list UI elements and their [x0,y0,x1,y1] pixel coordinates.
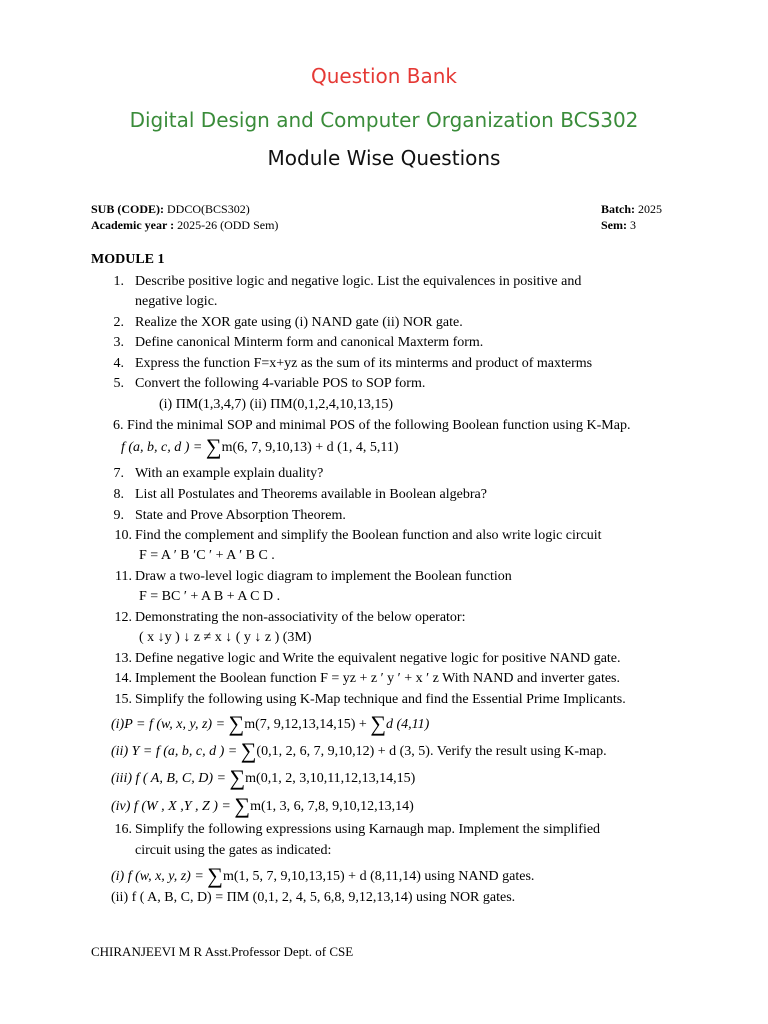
question-15-ii [111,738,607,763]
sigma-icon: ∑ [240,738,257,763]
question-11: Draw a two-level logic diagram to implement the Boolean function [135,569,512,584]
question-10-formula: F = A ′ B ′C ′ + A ′ B C . [139,548,275,563]
module-heading: MODULE 1 [91,252,165,267]
question-number: 10. [114,528,132,543]
question-16-i [111,863,535,888]
question-number: 3. [113,335,124,350]
question-6: 6. Find the minimal SOP and minimal POS of the following Boolean function using K-Map. [113,418,631,433]
formula-rhs: m(1, 5, 7, 9,10,13,15) + d (8,11,14) using NAND gates. [222,869,535,884]
question-5-sub: (i) ΠM(1,3,4,7) (ii) ΠM(0,1,2,4,10,13,15) [159,397,394,412]
question-1-cont: negative logic. [135,294,218,309]
question-1: Describe positive logic and negative logic. List the equivalences in positive and [135,274,582,289]
question-number: 5. [113,376,124,391]
question-12: Demonstrating the non-associativity of the below operator: [135,610,466,625]
question-15-iii [111,765,416,790]
question-10: Find the complement and simplify the Boolean function and also write logic circuit [135,528,602,543]
academic-year [91,217,278,233]
formula-rhs: d (4,11) [386,717,430,732]
question-14: Implement the Boolean function F = yz + z ′ y ′ + x ′ z With NAND and inverter gates. [135,671,620,686]
sem-value: 3 [630,218,636,232]
formula-lhs: (ii) Y = f (a, b, c, d ) = [111,744,238,759]
sigma-icon: ∑ [205,434,222,459]
question-number: 14. [114,671,132,686]
question-11-formula: F = BC ′ + A B + A C D . [139,589,281,604]
batch-label: Batch: [601,202,635,216]
question-number: 16. [114,822,132,837]
question-16-ii: (ii) f ( A, B, C, D) = ΠM (0,1, 2, 4, 5, 6,8, 9,12,13,14) using NOR gates. [111,890,516,905]
question-2: Realize the XOR gate using (i) NAND gate (ii) NOR gate. [135,315,463,330]
question-number: 7. [113,466,124,481]
sub-label: SUB (CODE): [91,202,165,216]
question-15: Simplify the following using K-Map technique and find the Essential Prime Implicants. [135,692,626,707]
formula-lhs: f (a, b, c, d ) = [121,440,203,455]
question-number: 11. [115,569,132,584]
sigma-icon: ∑ [234,793,251,818]
question-13: Define negative logic and Write the equivalent negative logic for positive NAND gate. [135,651,621,666]
semester [601,217,636,233]
sub-value: DDCO(BCS302) [167,202,250,216]
question-16: Simplify the following expressions using Karnaugh map. Implement the simplified [135,822,601,837]
question-3: Define canonical Minterm form and canonical Maxterm form. [135,335,484,350]
question-number: 2. [113,315,124,330]
question-16-cont: circuit using the gates as indicated: [135,843,332,858]
year-label: Academic year : [91,218,175,232]
formula-lhs: (iv) f (W , X ,Y , Z ) = [111,799,231,814]
question-8: List all Postulates and Theorems available in Boolean algebra? [135,487,487,502]
question-5: Convert the following 4-variable POS to SOP form. [135,376,426,391]
formula-rhs: (0,1, 2, 6, 7, 9,10,12) + d (3, 5). Verify the result using K-map. [256,744,607,759]
sigma-icon: ∑ [370,711,387,736]
question-number: 8. [113,487,124,502]
formula-lhs: (i) f (w, x, y, z) = [111,869,204,884]
question-15-i [111,711,430,736]
page-footer: CHIRANJEEVI M R Asst.Professor Dept. of CSE [91,944,354,959]
section-title: Module Wise Questions [267,146,501,170]
course-title: Digital Design and Computer Organization BCS302 [129,108,639,132]
question-4: Express the function F=x+yz as the sum of its minterms and product of maxterms [135,356,593,371]
batch [601,201,662,217]
year-value: 2025-26 (ODD Sem) [177,218,279,232]
batch-value: 2025 [638,202,662,216]
question-number: 13. [114,651,132,666]
sigma-icon: ∑ [229,765,246,790]
formula-rhs: m(0,1, 2, 3,10,11,12,13,14,15) [245,771,416,786]
sigma-icon: ∑ [228,711,245,736]
question-number: 4. [113,356,124,371]
sigma-icon: ∑ [207,863,223,888]
formula-rhs: m(6, 7, 9,10,13) + d (1, 4, 5,11) [221,440,399,455]
page-title: Question Bank [310,64,458,88]
question-9: State and Prove Absorption Theorem. [135,508,346,523]
question-6-formula [121,434,399,459]
formula-lhs: (i)P = f (w, x, y, z) = [111,717,226,732]
question-7: With an example explain duality? [135,466,324,481]
question-12-formula: ( x ↓y ) ↓ z ≠ x ↓ ( y ↓ z ) (3M) [139,630,312,645]
sem-label: Sem: [601,218,627,232]
question-15-iv [111,793,414,818]
question-number: 1. [113,274,124,289]
question-number: 15. [114,692,132,707]
question-number: 9. [113,508,124,523]
subject-code [91,201,250,217]
formula-mid: m(7, 9,12,13,14,15) + [244,717,367,732]
formula-lhs: (iii) f ( A, B, C, D) = [111,771,226,786]
question-number: 12. [114,610,132,625]
formula-rhs: m(1, 3, 6, 7,8, 9,10,12,13,14) [250,799,414,814]
